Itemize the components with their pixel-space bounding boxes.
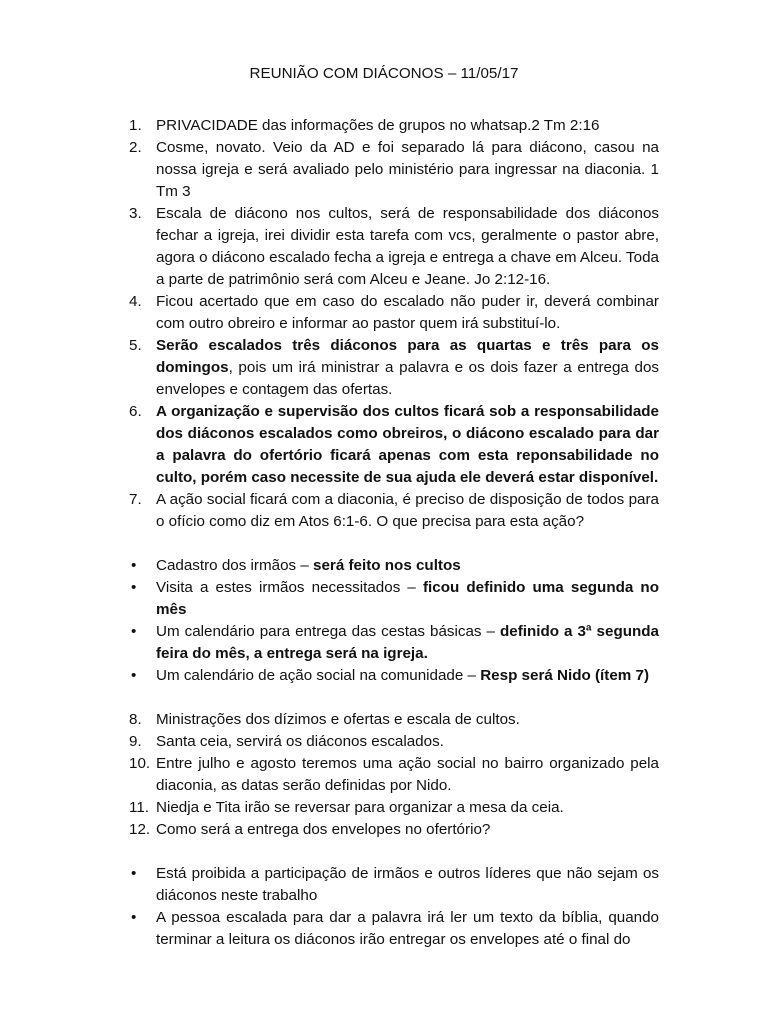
bullet-marker: • bbox=[131, 865, 137, 882]
item-text bbox=[156, 755, 659, 794]
text-run: Cosme, novato. Veio da AD e foi separado lá para diácono, casou na nossa igreja e será avaliado pelo ministério para ingressar na diaconia. 1 Tm 3 bbox=[156, 139, 659, 200]
text-run: Visita a estes irmãos necessitados – bbox=[156, 579, 423, 596]
item-number: 3. bbox=[129, 205, 142, 222]
bullet-item bbox=[129, 577, 659, 621]
text-run: Ministrações dos dízimos e ofertas e escala de cultos. bbox=[156, 711, 520, 728]
text-run: Um calendário de ação social na comunidade – bbox=[156, 667, 481, 684]
bold-text: Serão escalados três diáconos para as quartas e três para os domingos bbox=[156, 337, 659, 376]
text-run: Como será a entrega dos envelopes no ofertório? bbox=[156, 821, 491, 838]
bullet-marker: • bbox=[131, 623, 137, 640]
bold-text: A organização e supervisão dos cultos ficará sob a responsabilidade dos diáconos escalados como obreiros, o diácono escalado para dar a palavra do ofertório ficará apenas com esta reponsabilidade no culto, porém caso necessite de sua ajuda ele deverá estar disponível. bbox=[156, 403, 659, 486]
item-text bbox=[156, 623, 659, 662]
numbered-list-1 bbox=[129, 115, 659, 533]
item-number: 12. bbox=[129, 821, 151, 838]
item-number: 9. bbox=[129, 733, 142, 750]
spacer bbox=[129, 687, 659, 709]
item-text bbox=[156, 117, 599, 134]
bullet-list-1 bbox=[129, 555, 659, 687]
bullet-marker: • bbox=[131, 909, 137, 926]
numbered-item bbox=[129, 819, 659, 841]
item-text bbox=[156, 293, 659, 332]
bullet-list-2 bbox=[129, 863, 659, 951]
bullet-item bbox=[129, 863, 659, 907]
bullet-marker: • bbox=[131, 579, 137, 596]
numbered-item bbox=[129, 753, 659, 797]
item-text bbox=[156, 337, 659, 398]
bullet-marker: • bbox=[131, 557, 137, 574]
text-run: Está proibida a participação de irmãos e outros líderes que não sejam os diáconos neste trabalho bbox=[156, 865, 659, 904]
spacer bbox=[129, 841, 659, 863]
text-run: , pois um irá ministrar a palavra e os dois fazer a entrega dos envelopes e contagem das ofertas. bbox=[156, 359, 659, 398]
numbered-item bbox=[129, 797, 659, 819]
item-text bbox=[156, 667, 649, 684]
bullet-item bbox=[129, 665, 659, 687]
item-text bbox=[156, 205, 659, 288]
item-text bbox=[156, 403, 659, 486]
numbered-item bbox=[129, 401, 659, 489]
item-number: 4. bbox=[129, 293, 142, 310]
item-text bbox=[156, 799, 564, 816]
bold-text: Resp será Nido (ítem 7) bbox=[480, 667, 650, 684]
bold-text: definido a 3ª segunda feira do mês, a entrega será na igreja. bbox=[156, 623, 659, 662]
item-number: 6. bbox=[129, 403, 142, 420]
text-run: Escala de diácono nos cultos, será de responsabilidade dos diáconos fechar a igreja, irei dividir esta tarefa com vcs, geralmente o pastor abre, agora o diácono escalado fecha a igreja e entrega a chave em Alceu. Toda a parte de patrimônio será com Alceu e Jeane. Jo 2:12-16. bbox=[156, 205, 659, 288]
text-run: Cadastro dos irmãos – bbox=[156, 557, 314, 574]
text-run: A ação social ficará com a diaconia, é preciso de disposição de todos para o ofício como diz em Atos 6:1-6. O que precisa para esta ação? bbox=[156, 491, 659, 530]
item-text bbox=[156, 733, 444, 750]
item-text bbox=[156, 865, 659, 904]
item-text bbox=[156, 579, 659, 618]
bold-text: ficou definido uma segunda no mês bbox=[156, 579, 659, 618]
text-run: Entre julho e agosto teremos uma ação social no bairro organizado pela diaconia, as datas serão definidas por Nido. bbox=[156, 755, 659, 794]
bullet-item bbox=[129, 907, 659, 951]
item-number: 10. bbox=[129, 755, 151, 772]
numbered-item bbox=[129, 291, 659, 335]
item-text bbox=[156, 557, 461, 574]
item-number: 7. bbox=[129, 491, 142, 508]
item-text bbox=[156, 139, 659, 200]
numbered-item bbox=[129, 489, 659, 533]
text-run: A pessoa escalada para dar a palavra irá ler um texto da bíblia, quando terminar a leitura os diáconos irão entregar os envelopes até o final do bbox=[156, 909, 659, 948]
item-number: 11. bbox=[129, 799, 149, 816]
numbered-item bbox=[129, 731, 659, 753]
text-run: Niedja e Tita irão se reversar para organizar a mesa da ceia. bbox=[156, 799, 564, 816]
numbered-item bbox=[129, 203, 659, 291]
text-run: Ficou acertado que em caso do escalado não puder ir, deverá combinar com outro obreiro e informar ao pastor quem irá substituí-lo. bbox=[156, 293, 659, 332]
item-text bbox=[156, 711, 520, 728]
numbered-list-2 bbox=[129, 709, 659, 841]
spacer bbox=[129, 533, 659, 555]
numbered-item bbox=[129, 709, 659, 731]
bullet-item bbox=[129, 555, 659, 577]
bold-text: será feito nos cultos bbox=[313, 557, 461, 574]
text-run: Santa ceia, servirá os diáconos escalados. bbox=[156, 733, 444, 750]
item-text bbox=[156, 909, 659, 948]
bullet-item bbox=[129, 621, 659, 665]
page-title: REUNIÃO COM DIÁCONOS – 11/05/17 bbox=[249, 65, 519, 82]
item-text bbox=[156, 491, 659, 530]
item-number: 5. bbox=[129, 337, 142, 354]
item-text bbox=[156, 821, 490, 838]
document-body bbox=[129, 115, 659, 951]
numbered-item bbox=[129, 335, 659, 401]
item-number: 8. bbox=[129, 711, 142, 728]
text-run: Um calendário para entrega das cestas básicas – bbox=[156, 623, 500, 640]
item-number: 1. bbox=[129, 117, 142, 134]
numbered-item bbox=[129, 115, 659, 137]
bullet-marker: • bbox=[131, 667, 137, 684]
item-number: 2. bbox=[129, 139, 142, 156]
text-run: PRIVACIDADE das informações de grupos no whatsap.2 Tm 2:16 bbox=[156, 117, 600, 134]
numbered-item bbox=[129, 137, 659, 203]
